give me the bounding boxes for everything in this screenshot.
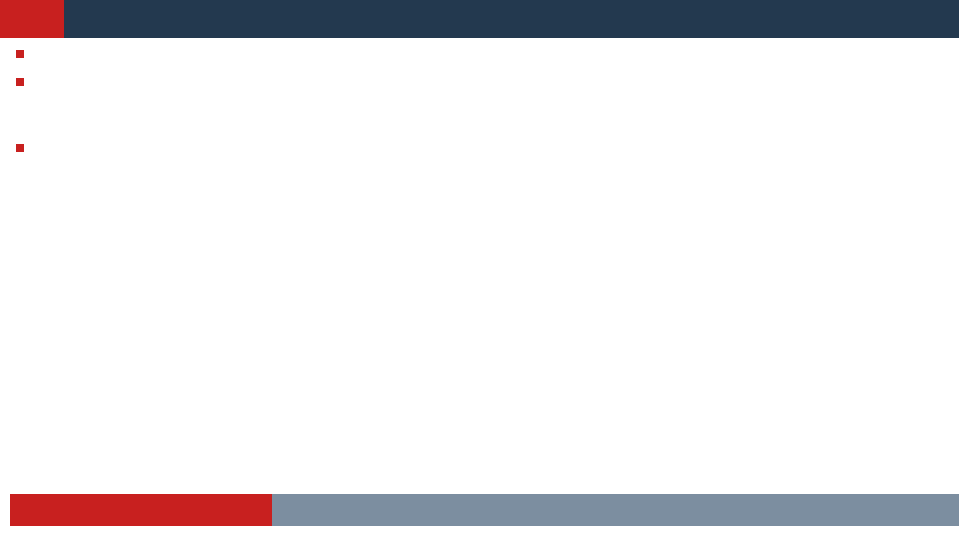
paragraph-seamless-experience (16, 140, 941, 159)
logo-text (10, 494, 272, 526)
footer-bar (272, 494, 959, 526)
bullet-square-icon (16, 50, 24, 58)
subheading (16, 48, 30, 63)
bullet-square-icon (16, 144, 24, 152)
charts-area (0, 278, 959, 468)
section-number (0, 0, 64, 38)
bullet-square-icon (16, 78, 24, 86)
brand-logo (10, 494, 272, 526)
paragraph-high-frequency (16, 74, 941, 93)
page-title (64, 0, 959, 38)
